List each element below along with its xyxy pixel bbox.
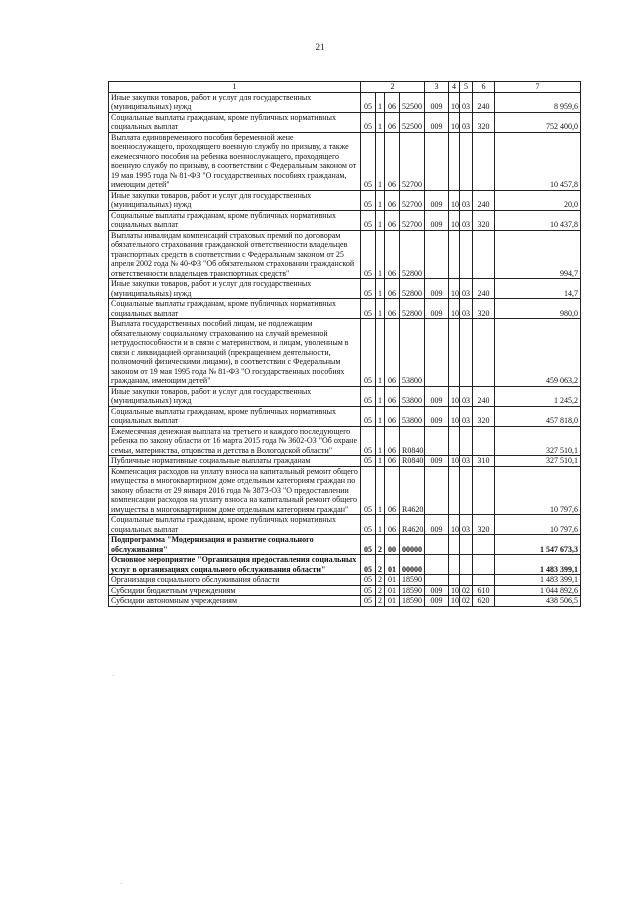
row-code-cell: 1 bbox=[376, 210, 385, 230]
table-row bbox=[109, 279, 581, 299]
row-amount-cell: 14,7 bbox=[495, 279, 581, 299]
row-code-cell bbox=[460, 535, 473, 555]
row-code-cell bbox=[473, 535, 495, 555]
row-amount-cell: 8 959,6 bbox=[495, 92, 581, 112]
row-code-cell: 05 bbox=[361, 426, 376, 456]
row-amount-cell: 980,0 bbox=[495, 299, 581, 319]
header-cell: 1 bbox=[109, 82, 361, 93]
row-code-cell bbox=[425, 555, 449, 575]
row-code-cell: R4620 bbox=[400, 466, 425, 515]
page-number: 21 bbox=[315, 42, 325, 52]
table-row bbox=[109, 466, 581, 515]
row-code-cell: 06 bbox=[385, 92, 400, 112]
table-row bbox=[109, 456, 581, 467]
row-code-cell: 2 bbox=[376, 575, 385, 586]
row-code-cell: 10 bbox=[449, 190, 460, 210]
row-code-cell: 06 bbox=[385, 279, 400, 299]
row-code-cell: 2 bbox=[376, 596, 385, 607]
row-code-cell: 03 bbox=[460, 112, 473, 132]
row-code-cell: 1 bbox=[376, 319, 385, 387]
row-code-cell: 240 bbox=[473, 386, 495, 406]
row-code-cell: 2 bbox=[376, 555, 385, 575]
row-code-cell: 06 bbox=[385, 466, 400, 515]
table-row bbox=[109, 535, 581, 555]
row-amount-cell: 1 483 399,1 bbox=[495, 555, 581, 575]
row-amount-cell: 10 437,8 bbox=[495, 210, 581, 230]
table-row bbox=[109, 319, 581, 387]
row-code-cell: 52700 bbox=[400, 132, 425, 190]
table-row bbox=[109, 386, 581, 406]
row-code-cell: 10 bbox=[449, 585, 460, 596]
row-code-cell: 009 bbox=[425, 596, 449, 607]
row-code-cell: 1 bbox=[376, 299, 385, 319]
row-code-cell bbox=[473, 230, 495, 279]
row-code-cell: 52500 bbox=[400, 112, 425, 132]
row-code-cell: 03 bbox=[460, 279, 473, 299]
row-code-cell: 320 bbox=[473, 515, 495, 535]
row-code-cell bbox=[425, 575, 449, 586]
row-amount-cell: 10 457,8 bbox=[495, 132, 581, 190]
row-code-cell bbox=[425, 319, 449, 387]
row-code-cell: 03 bbox=[460, 210, 473, 230]
row-code-cell: 52800 bbox=[400, 279, 425, 299]
row-code-cell: 18590 bbox=[400, 575, 425, 586]
row-code-cell: 05 bbox=[361, 299, 376, 319]
row-name-cell: Выплаты инвалидам компенсаций страховых премий по договорам обязательного страхования гражданской ответственности владельцев транспортных средств в соответствии с Федеральным законом от 25 апреля 2002 года № 40-ФЗ "Об обязательном страховании гражданской ответственности владельцев транспортных средств" bbox=[109, 230, 361, 279]
row-code-cell bbox=[473, 319, 495, 387]
row-code-cell: 03 bbox=[460, 92, 473, 112]
row-code-cell: 05 bbox=[361, 279, 376, 299]
row-code-cell: 009 bbox=[425, 210, 449, 230]
row-code-cell: 18590 bbox=[400, 596, 425, 607]
header-cell: 5 bbox=[460, 82, 473, 93]
row-code-cell: 06 bbox=[385, 515, 400, 535]
row-code-cell: 009 bbox=[425, 190, 449, 210]
row-code-cell: 10 bbox=[449, 596, 460, 607]
row-code-cell: 10 bbox=[449, 279, 460, 299]
row-amount-cell: 20,0 bbox=[495, 190, 581, 210]
row-code-cell: 05 bbox=[361, 555, 376, 575]
header-cell: 6 bbox=[473, 82, 495, 93]
row-code-cell: 1 bbox=[376, 92, 385, 112]
row-code-cell: 1 bbox=[376, 466, 385, 515]
margin-dot: · bbox=[120, 880, 123, 888]
row-amount-cell: 438 506,5 bbox=[495, 596, 581, 607]
row-code-cell: 009 bbox=[425, 585, 449, 596]
row-code-cell: 01 bbox=[385, 585, 400, 596]
row-code-cell: 05 bbox=[361, 406, 376, 426]
row-code-cell bbox=[473, 466, 495, 515]
row-code-cell: 00000 bbox=[400, 535, 425, 555]
table-row bbox=[109, 112, 581, 132]
row-code-cell: 06 bbox=[385, 230, 400, 279]
row-code-cell: 06 bbox=[385, 299, 400, 319]
row-code-cell: 02 bbox=[460, 596, 473, 607]
row-amount-cell: 10 797,6 bbox=[495, 515, 581, 535]
row-code-cell bbox=[460, 575, 473, 586]
header-cell: 2 bbox=[361, 82, 425, 93]
row-code-cell bbox=[460, 466, 473, 515]
row-code-cell: 240 bbox=[473, 92, 495, 112]
table-row bbox=[109, 92, 581, 112]
table-row bbox=[109, 426, 581, 456]
row-code-cell bbox=[449, 555, 460, 575]
table-row bbox=[109, 132, 581, 190]
row-code-cell bbox=[449, 535, 460, 555]
row-name-cell: Социальные выплаты гражданам, кроме публичных нормативных социальных выплат bbox=[109, 112, 361, 132]
row-code-cell bbox=[460, 319, 473, 387]
row-code-cell bbox=[449, 230, 460, 279]
row-code-cell: 1 bbox=[376, 190, 385, 210]
row-code-cell: 05 bbox=[361, 386, 376, 406]
row-code-cell: 009 bbox=[425, 386, 449, 406]
row-name-cell: Иные закупки товаров, работ и услуг для государственных (муниципальных) нужд bbox=[109, 386, 361, 406]
row-code-cell: 06 bbox=[385, 319, 400, 387]
row-amount-cell: 994,7 bbox=[495, 230, 581, 279]
row-code-cell: 320 bbox=[473, 406, 495, 426]
row-code-cell: 05 bbox=[361, 585, 376, 596]
row-code-cell: 620 bbox=[473, 596, 495, 607]
row-code-cell: 03 bbox=[460, 406, 473, 426]
row-name-cell: Выплата единовременного пособия беременной жене военнослужащего, проходящего военную службу по призыву, а также ежемесячного пособия на ребенка военнослужащего, проходящего военную службу по призыву, в соответствии с Федеральным законом от 19 мая 1995 года № 81-ФЗ "О государственных пособиях гражданам, имеющим детей" bbox=[109, 132, 361, 190]
row-code-cell: 1 bbox=[376, 279, 385, 299]
row-name-cell: Иные закупки товаров, работ и услуг для государственных (муниципальных) нужд bbox=[109, 190, 361, 210]
row-code-cell bbox=[473, 132, 495, 190]
table-row bbox=[109, 585, 581, 596]
row-code-cell: 03 bbox=[460, 299, 473, 319]
row-code-cell bbox=[425, 535, 449, 555]
row-name-cell: Публичные нормативные социальные выплаты гражданам bbox=[109, 456, 361, 467]
row-code-cell bbox=[473, 575, 495, 586]
row-code-cell: 00000 bbox=[400, 555, 425, 575]
row-code-cell: 06 bbox=[385, 210, 400, 230]
row-code-cell: 240 bbox=[473, 190, 495, 210]
row-amount-cell: 457 818,0 bbox=[495, 406, 581, 426]
row-code-cell: 2 bbox=[376, 585, 385, 596]
row-code-cell: 52800 bbox=[400, 299, 425, 319]
row-code-cell: 10 bbox=[449, 112, 460, 132]
table-row bbox=[109, 575, 581, 586]
row-code-cell: 1 bbox=[376, 386, 385, 406]
row-code-cell: 310 bbox=[473, 456, 495, 467]
row-amount-cell: 1 245,2 bbox=[495, 386, 581, 406]
margin-dot: · bbox=[112, 672, 115, 680]
row-code-cell bbox=[449, 426, 460, 456]
row-code-cell: 18590 bbox=[400, 585, 425, 596]
header-cell: 7 bbox=[495, 82, 581, 93]
row-code-cell: 1 bbox=[376, 112, 385, 132]
row-code-cell: 1 bbox=[376, 515, 385, 535]
header-cell: 3 bbox=[425, 82, 449, 93]
row-code-cell bbox=[460, 230, 473, 279]
row-amount-cell: 1 483 399,1 bbox=[495, 575, 581, 586]
row-code-cell: 05 bbox=[361, 92, 376, 112]
table-row bbox=[109, 210, 581, 230]
row-code-cell: 06 bbox=[385, 112, 400, 132]
row-code-cell: R4620 bbox=[400, 515, 425, 535]
row-name-cell: Подпрограмма "Модернизация и развитие социального обслуживания" bbox=[109, 535, 361, 555]
row-name-cell: Социальные выплаты гражданам, кроме публичных нормативных социальных выплат bbox=[109, 406, 361, 426]
row-name-cell: Субсидии автономным учреждениям bbox=[109, 596, 361, 607]
row-code-cell: 03 bbox=[460, 515, 473, 535]
row-code-cell: 10 bbox=[449, 299, 460, 319]
row-code-cell bbox=[425, 426, 449, 456]
row-code-cell: 52700 bbox=[400, 190, 425, 210]
row-name-cell: Организация социального обслуживания области bbox=[109, 575, 361, 586]
row-code-cell: 53800 bbox=[400, 386, 425, 406]
row-code-cell bbox=[449, 466, 460, 515]
row-code-cell bbox=[449, 132, 460, 190]
row-amount-cell: 327 510,1 bbox=[495, 456, 581, 467]
row-code-cell: 00 bbox=[385, 535, 400, 555]
row-amount-cell: 1 044 892,6 bbox=[495, 585, 581, 596]
row-code-cell: 009 bbox=[425, 515, 449, 535]
row-code-cell: 06 bbox=[385, 190, 400, 210]
row-code-cell: 05 bbox=[361, 210, 376, 230]
row-code-cell: 06 bbox=[385, 456, 400, 467]
row-name-cell: Социальные выплаты гражданам, кроме публичных нормативных социальных выплат bbox=[109, 515, 361, 535]
row-code-cell: 10 bbox=[449, 386, 460, 406]
row-code-cell: 009 bbox=[425, 112, 449, 132]
row-code-cell: 01 bbox=[385, 555, 400, 575]
table-row bbox=[109, 299, 581, 319]
row-code-cell: 05 bbox=[361, 190, 376, 210]
row-code-cell bbox=[449, 575, 460, 586]
row-amount-cell: 752 400,0 bbox=[495, 112, 581, 132]
row-amount-cell: 1 547 673,3 bbox=[495, 535, 581, 555]
row-code-cell: 05 bbox=[361, 575, 376, 586]
row-code-cell: 1 bbox=[376, 426, 385, 456]
table-row bbox=[109, 555, 581, 575]
row-code-cell: 10 bbox=[449, 515, 460, 535]
row-code-cell: 05 bbox=[361, 132, 376, 190]
row-code-cell: 1 bbox=[376, 230, 385, 279]
row-code-cell: 240 bbox=[473, 279, 495, 299]
row-name-cell: Основное мероприятие "Организация предоставления социальных услуг в организациях социального обслуживания области" bbox=[109, 555, 361, 575]
table-row bbox=[109, 190, 581, 210]
row-code-cell: 05 bbox=[361, 535, 376, 555]
row-code-cell: 06 bbox=[385, 132, 400, 190]
header-cell: 4 bbox=[449, 82, 460, 93]
row-code-cell bbox=[460, 555, 473, 575]
row-code-cell: 320 bbox=[473, 299, 495, 319]
row-code-cell bbox=[425, 132, 449, 190]
row-amount-cell: 10 797,6 bbox=[495, 466, 581, 515]
row-code-cell: 05 bbox=[361, 596, 376, 607]
row-code-cell: 53800 bbox=[400, 319, 425, 387]
row-code-cell bbox=[473, 426, 495, 456]
row-name-cell: Ежемесячная денежная выплата на третьего и каждого последующего ребенка по закону области от 16 марта 2015 года № 3602-ОЗ "Об охране семьи, материнства, отцовства и детства в Вологодской области" bbox=[109, 426, 361, 456]
row-code-cell: 02 bbox=[460, 585, 473, 596]
row-code-cell: 10 bbox=[449, 210, 460, 230]
row-code-cell: 05 bbox=[361, 319, 376, 387]
row-code-cell: 320 bbox=[473, 210, 495, 230]
row-code-cell: 10 bbox=[449, 456, 460, 467]
table-row bbox=[109, 515, 581, 535]
row-code-cell: 05 bbox=[361, 466, 376, 515]
row-code-cell: 2 bbox=[376, 535, 385, 555]
row-code-cell: 009 bbox=[425, 406, 449, 426]
row-code-cell bbox=[460, 426, 473, 456]
row-amount-cell: 327 510,1 bbox=[495, 426, 581, 456]
row-name-cell: Субсидии бюджетным учреждениям bbox=[109, 585, 361, 596]
row-code-cell: 06 bbox=[385, 426, 400, 456]
row-code-cell: 10 bbox=[449, 406, 460, 426]
row-name-cell: Иные закупки товаров, работ и услуг для государственных (муниципальных) нужд bbox=[109, 92, 361, 112]
row-code-cell: 009 bbox=[425, 299, 449, 319]
row-code-cell: 1 bbox=[376, 406, 385, 426]
row-code-cell: 05 bbox=[361, 456, 376, 467]
table-row bbox=[109, 596, 581, 607]
row-code-cell: 05 bbox=[361, 112, 376, 132]
row-code-cell bbox=[473, 555, 495, 575]
row-code-cell: 03 bbox=[460, 190, 473, 210]
row-code-cell: 1 bbox=[376, 132, 385, 190]
row-code-cell: 52700 bbox=[400, 210, 425, 230]
header-row bbox=[109, 82, 581, 93]
row-code-cell: 06 bbox=[385, 386, 400, 406]
row-code-cell: 610 bbox=[473, 585, 495, 596]
row-code-cell: R0840 bbox=[400, 456, 425, 467]
row-code-cell: 1 bbox=[376, 456, 385, 467]
row-code-cell: 05 bbox=[361, 515, 376, 535]
row-code-cell: 52500 bbox=[400, 92, 425, 112]
row-code-cell: 03 bbox=[460, 456, 473, 467]
row-code-cell bbox=[425, 230, 449, 279]
row-code-cell: R0840 bbox=[400, 426, 425, 456]
row-code-cell: 009 bbox=[425, 456, 449, 467]
row-code-cell: 05 bbox=[361, 230, 376, 279]
row-code-cell: 52800 bbox=[400, 230, 425, 279]
row-name-cell: Социальные выплаты гражданам, кроме публичных нормативных социальных выплат bbox=[109, 210, 361, 230]
row-code-cell: 009 bbox=[425, 279, 449, 299]
row-code-cell: 01 bbox=[385, 575, 400, 586]
table-row bbox=[109, 406, 581, 426]
row-code-cell: 10 bbox=[449, 92, 460, 112]
row-name-cell: Социальные выплаты гражданам, кроме публичных нормативных социальных выплат bbox=[109, 299, 361, 319]
row-code-cell: 03 bbox=[460, 386, 473, 406]
budget-table bbox=[108, 81, 581, 607]
row-code-cell bbox=[460, 132, 473, 190]
row-code-cell: 009 bbox=[425, 92, 449, 112]
table-row bbox=[109, 230, 581, 279]
row-name-cell: Иные закупки товаров, работ и услуг для государственных (муниципальных) нужд bbox=[109, 279, 361, 299]
row-code-cell bbox=[425, 466, 449, 515]
row-name-cell: Выплата государственных пособий лицам, не подлежащим обязательному социальному страхованию на случай временной нетрудоспособности и в связи с материнством, и лицам, уволенным в связи с ликвидацией организаций (прекращением деятельности, полномочий физическими лицами), в соответствии с Федеральным законом от 19 мая 1995 года № 81-ФЗ "О государственных пособиях гражданам, имеющим детей" bbox=[109, 319, 361, 387]
row-amount-cell: 459 063,2 bbox=[495, 319, 581, 387]
row-code-cell bbox=[449, 319, 460, 387]
row-code-cell: 53800 bbox=[400, 406, 425, 426]
row-code-cell: 06 bbox=[385, 406, 400, 426]
row-code-cell: 320 bbox=[473, 112, 495, 132]
row-code-cell: 01 bbox=[385, 596, 400, 607]
row-name-cell: Компенсация расходов на уплату взноса на капитальный ремонт общего имущества в многоквартирном доме отдельным категориям граждан по закону области от 29 января 2016 года № 3873-ОЗ "О предоставлении компенсации расходов на уплату взноса на капитальный ремонт общего имущества в многоквартирном доме отдельным категориям граждан" bbox=[109, 466, 361, 515]
